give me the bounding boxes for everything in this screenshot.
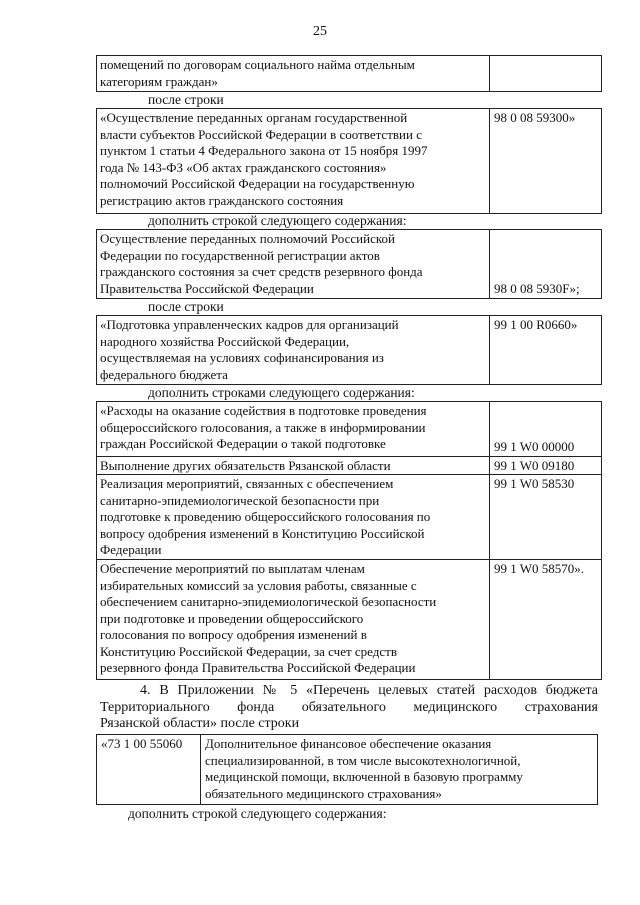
code-cell bbox=[489, 475, 601, 559]
row-code: 99 1 00 R0660» bbox=[494, 317, 578, 332]
code-cell bbox=[489, 457, 601, 474]
table-row bbox=[96, 456, 602, 475]
table-row bbox=[96, 401, 602, 457]
row-code: 99 1 W0 58570». bbox=[494, 561, 585, 576]
code-cell bbox=[489, 560, 601, 679]
row-code: 99 1 W0 58530 bbox=[494, 476, 575, 491]
instruction-note: после строки bbox=[148, 92, 224, 107]
appendix-text: Дополнительное финансовое обеспечение оказания специализированной, в том числе высокотехнологичной, медицинской помощи, включенной в базовую программу обязательного медицинского страхования» bbox=[205, 736, 523, 801]
table-row bbox=[96, 108, 602, 214]
row-code: 98 0 08 59300» bbox=[494, 110, 576, 125]
paragraph-line: Территориального фонда обязательного медицинского страхования bbox=[100, 699, 598, 715]
code-cell bbox=[489, 109, 601, 213]
instruction-note: дополнить строками следующего содержания: bbox=[148, 385, 415, 400]
row-text: «Подготовка управленческих кадров для организаций народного хозяйства Российской Федерации, осуществляемая на условиях софинансирования из федерального бюджета bbox=[100, 317, 399, 382]
appendix-code-cell bbox=[97, 735, 201, 804]
row-code: 99 1 W0 09180 bbox=[494, 458, 575, 473]
table-row bbox=[96, 55, 602, 92]
table-row bbox=[96, 559, 602, 680]
code-cell bbox=[489, 56, 601, 91]
table-row bbox=[96, 229, 602, 299]
row-code: 98 0 08 5930F»; bbox=[494, 281, 580, 296]
paragraph-item-4 bbox=[100, 683, 598, 733]
instruction-note: дополнить строкой следующего содержания: bbox=[128, 806, 387, 821]
paragraph-line: Рязанской области» после строки bbox=[100, 716, 300, 731]
row-text: Выполнение других обязательств Рязанской области bbox=[100, 458, 391, 473]
instruction-note: дополнить строкой следующего содержания: bbox=[148, 213, 407, 228]
instruction-note: после строки bbox=[148, 299, 224, 314]
code-cell bbox=[489, 230, 601, 298]
table-row bbox=[96, 474, 602, 560]
row-code: 99 1 W0 00000 bbox=[494, 439, 575, 454]
row-text: Реализация мероприятий, связанных с обеспечением санитарно-эпидемиологической безопасности при подготовке к проведению общероссийского голосования по вопросу одобрения изменений в Конституцию Российской Федерации bbox=[100, 476, 431, 557]
table-row bbox=[96, 315, 602, 385]
row-text: Осуществление переданных полномочий Российской Федерации по государственной регистрации актов гражданского состояния за счет средств резервного фонда Правительства Российской Федерации bbox=[100, 231, 423, 296]
code-cell bbox=[489, 316, 601, 384]
paragraph-line: 4. В Приложении № 5 «Перечень целевых статей расходов бюджета bbox=[140, 683, 598, 698]
appendix-table-row bbox=[96, 734, 598, 805]
appendix-code: «73 1 00 55060 bbox=[101, 736, 183, 751]
page-number: 25 bbox=[313, 24, 327, 39]
row-text: «Расходы на оказание содействия в подготовке проведения общероссийского голосования, а также в информировании граждан Российской Федерации о такой подготовке bbox=[100, 403, 427, 451]
row-text: Обеспечение мероприятий по выплатам членам избирательных комиссий за условия работы, связанные с обеспечением санитарно-эпидемиологической безопасности при подготовке и проведении общероссийского голосования по вопросу одобрения изменений в Конституцию Российской Федерации, за счет средств резервного фонда Правительства Российской Федерации bbox=[100, 561, 437, 675]
row-text: «Осуществление переданных органам государственной власти субъектов Российской Федерации в соответствии с пунктом 1 статьи 4 Федерального закона от 15 ноября 1997 года № 143-ФЗ «Об актах гражданского состояния» полномочий Российской Федерации на государственную регистрацию актов гражданского состояния bbox=[100, 110, 428, 208]
row-text: помещений по договорам социального найма отдельным категориям граждан» bbox=[100, 57, 415, 89]
code-cell bbox=[489, 402, 601, 456]
